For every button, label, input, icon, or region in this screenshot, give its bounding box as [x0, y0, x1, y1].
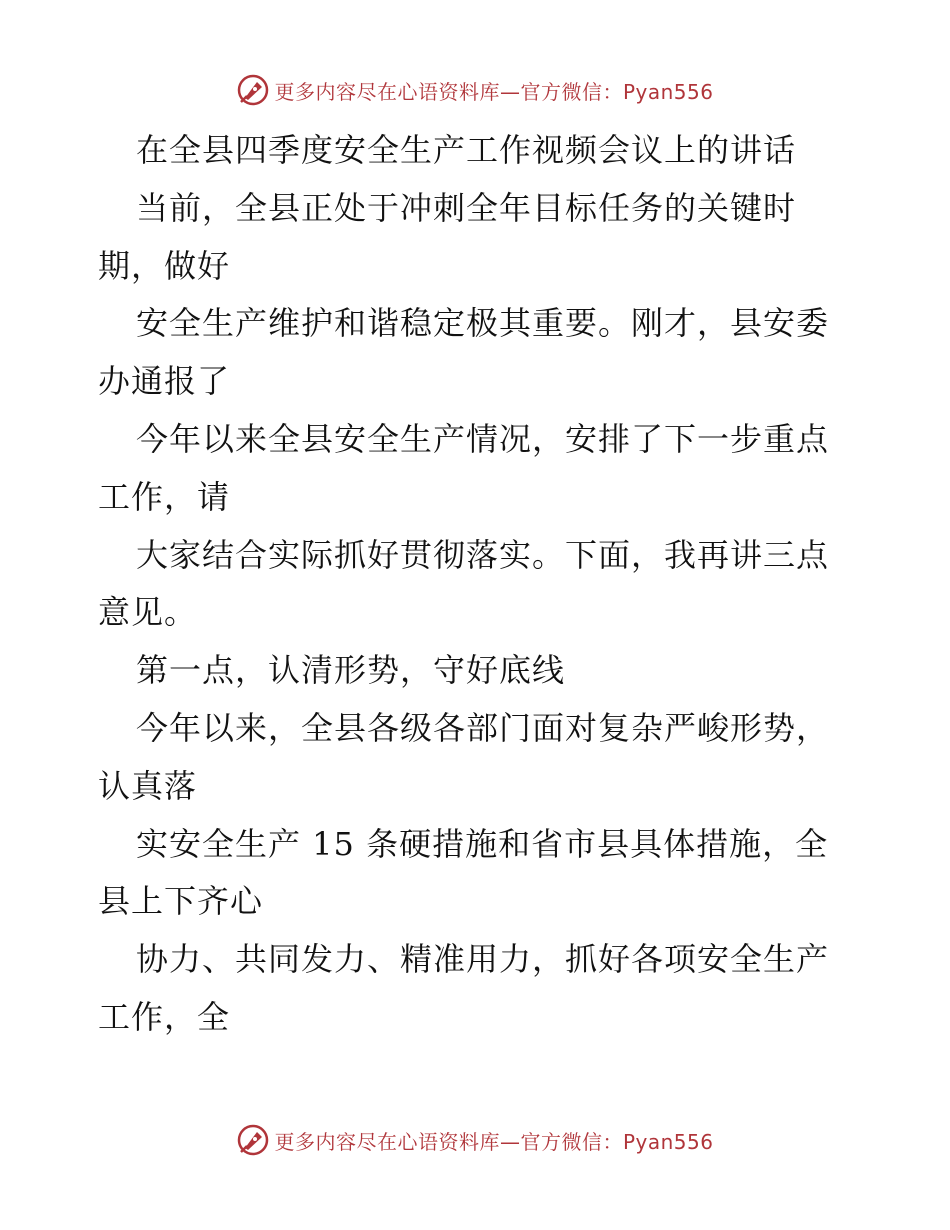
text-line: 工作，全 — [98, 997, 231, 1036]
section-heading: 第一点，认清形势，守好底线 — [136, 651, 566, 690]
banner-text: 更多内容尽在心语资料库—官方微信：Pyan556 — [274, 79, 714, 104]
document-title: 在全县四季度安全生产工作视频会议上的讲话 — [136, 131, 797, 169]
text-line: 县上下齐心 — [98, 882, 264, 921]
text-line: 认真落 — [98, 766, 198, 805]
text-line: 办通报了 — [98, 362, 231, 401]
header-banner — [0, 70, 950, 110]
pen-nib-logo-icon — [236, 1123, 270, 1157]
text-line: 意见。 — [98, 593, 198, 632]
text-line: 协力、共同发力、精准用力，抓好各项安全生产 — [136, 940, 830, 979]
text-line: 安全生产维护和谐稳定极其重要。刚才，县安委 — [136, 304, 830, 343]
text-line: 当前，全县正处于冲刺全年目标任务的关键时 — [136, 188, 797, 227]
text-line: 期，做好 — [98, 246, 231, 285]
text-line: 今年以来全县安全生产情况，安排了下一步重点 — [136, 419, 830, 458]
text-line: 工作，请 — [98, 477, 231, 516]
text-line: 大家结合实际抓好贯彻落实。下面，我再讲三点 — [136, 535, 830, 574]
text-line: 实安全生产 15 条硬措施和省市县具体措施，全 — [136, 824, 829, 863]
document-body — [98, 122, 858, 1047]
pen-nib-logo-icon — [236, 73, 270, 107]
text-line: 今年以来，全县各级各部门面对复杂严峻形势， — [136, 708, 830, 747]
banner-text: 更多内容尽在心语资料库—官方微信：Pyan556 — [274, 1129, 714, 1154]
footer-banner — [0, 1120, 950, 1160]
